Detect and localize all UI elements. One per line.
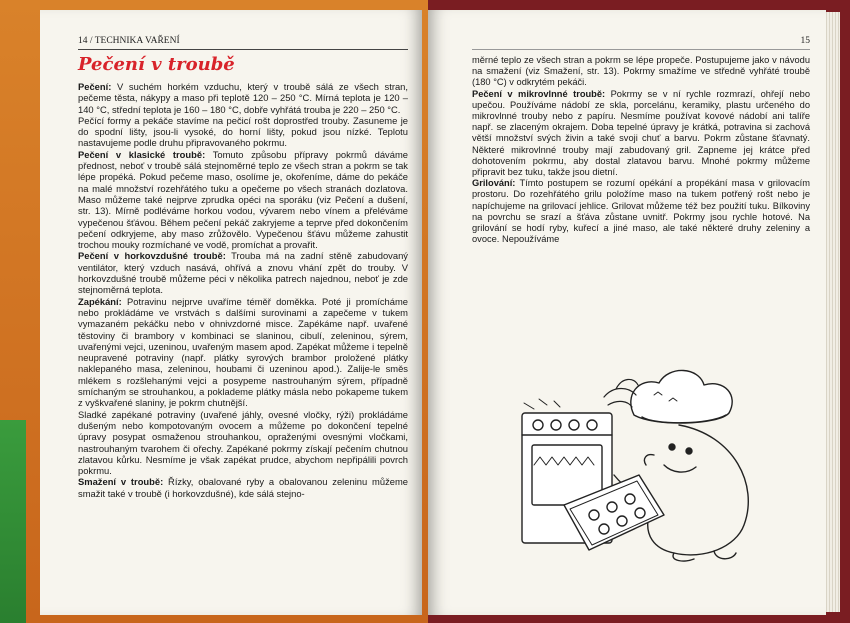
paragraph	[78, 409, 408, 477]
paragraph-text: Tomuto způsobu přípravy pokrmů dáváme přednost, neboť v troubě sálá stejnoměrné teplo ze všech stran a pokrm se tak lépe propéká. Pokud pečeme maso, osolíme je, okořeníme, dáme do pekáče na malé množství rozehřátého tuku a opečeme po všech stranách dozlatova. Maso můžeme také nejprve zprudka opéci na sporáku (viz Pečení a dušení, str. 13). Mírně podléváme horkou vodou, vývarem nebo vínem a přeléváme vypečenou šťávou. Během pečení pekáč zakryjeme a teprve před dokončením pečení odkryjeme, aby maso zrůžovělo. Vypečenou šťávu můžeme zahustit trochou mouky rozmíchané ve vodě, promíchat a provařit.	[78, 148, 408, 251]
paragraph	[472, 178, 810, 245]
paragraph	[78, 296, 408, 409]
paragraph-text: Pečící formy a pekáče stavíme na pečicí rošt doprostřed trouby. Zasuneme je do spodní lišty, jsou-li vysoké, do horní lišty, pokud jsou nízké. Teplotu nastavujeme podle druhu připravovaného pokrmu.	[78, 114, 408, 149]
left-body-text	[78, 81, 408, 499]
section-heading: Grilování:	[472, 178, 516, 189]
paragraph-text: Řízky, obalované ryby a obalovanou zeleninu můžeme smažit také v troubě (i horkovzdušné), kde sálá stejno-	[78, 476, 408, 499]
cover-green-stripe	[0, 420, 26, 623]
right-body-text	[472, 55, 810, 245]
section-heading: Pečení v mikrovlnné troubě:	[472, 88, 606, 99]
left-running-head: 14 / TECHNIKA VAŘENÍ	[78, 36, 408, 50]
paragraph	[78, 476, 408, 499]
paragraph-text: Pokrmy se v ní rychle rozmrazí, ohřejí nebo upečou. Používáme nádobí ze skla, porcelánu, keramiky, plastu určeného do mikrovlnné trouby nebo z papíru. Nesmíme používat kovové nádobí ani talíře např. se zlaceným okrajem. Doba tepelné úpravy je krátká, potravina si zachová větší množství svých živin a také svoji chuť a barvu. Pokrm zůstane šťavnatý. Některé mikrovlnné trouby mají zabudovaný gril. Zapneme jej krátce před dohotovením pokrmu, aby dostal zlatavou barvu. Mnohé pokrmy můžeme připravit bez tuku, takže jsou dietní.	[472, 88, 810, 178]
paragraph-text: Trouba má na zadní stěně zabudovaný ventilátor, který vzduch nasává, ohřívá a znovu vhání zpět do trouby. V horkovzdušné troubě můžeme péci v několika patrech najednou, neboť je zde stejnoměrná teplota.	[78, 250, 408, 296]
paragraph	[78, 81, 408, 115]
oven-chef-cartoon-icon	[504, 355, 784, 565]
paragraph	[472, 89, 810, 179]
page-title: Pečení v troubě	[78, 54, 235, 75]
section-heading: Pečení v klasické troubě:	[78, 148, 206, 160]
right-page	[428, 10, 826, 615]
left-page	[40, 10, 422, 615]
paragraph-text: Sladké zapékané potraviny (uvařené jáhly, ovesné vločky, rýži) prokládáme dušeným nebo kompotovaným ovocem a můžeme po dokončení tepelné úpravy posypat osmaženou strouhankou, opraženými ovesnými vločkami, nastrouhaným tvarohem či ořechy. Zapékané pokrmy získají pečením chutnou zlatavou kůrku. Nesmíme je však zapékat prudce, abychom nepřipálili povrch pokrmu.	[78, 408, 408, 477]
section-heading: Smažení v troubě:	[78, 476, 164, 488]
section-heading: Zapékání:	[78, 295, 122, 307]
paragraph	[78, 149, 408, 251]
paragraph	[472, 55, 810, 89]
paragraph-text: Potravinu nejprve uvaříme téměř doměkka. Poté ji promícháme nebo prokládáme ve vrstvách s dalšími surovinami a zapečeme v tukem vymazaném pekáčku nebo v ohnivzdorné misce. Zapékáme např. uvařené těstoviny či brambory v kombinaci se slaninou, cibulí, zeleninou, sýrem, uvařenými vejci, uzeninou, uvařeným masem apod. Zapékat můžeme i tepelně neupravené potraviny (např. plátky syrových brambor proložené plátky naklepaného masa, zeleninou, houbami či uzeninou apod.). Zalije-le směs mlékem s rozšlehanými vejci a posypeme nastrouhaným sýrem, případně smíchaným se strouhankou, a poklademe plátky másla nebo pokapeme tukem z vyškvařené slaniny, je pokrm chutnější.	[78, 295, 408, 409]
paragraph	[78, 250, 408, 295]
paragraph-text: V suchém horkém vzduchu, který v troubě sálá ze všech stran, pečeme těsta, nákypy a maso při teplotě 120 – 250 °C. Mírná teplota je 120 – 140 °C, střední teplota je 160 – 180 °C, dobře vyhřátá trouba je 220 – 250 °C.	[78, 81, 408, 115]
page-edges	[826, 12, 840, 612]
paragraph-text: měrné teplo ze všech stran a pokrm se lépe propeče. Postupujeme jako v návodu na smažení (viz Smažení, str. 13). Pokrmy smažíme ve středně vyhřáté troubě (180 °C) v odkrytém pekáči.	[472, 55, 810, 88]
section-heading: Pečení v horkovzdušné troubě:	[78, 250, 226, 262]
paragraph	[78, 115, 408, 149]
section-heading: Pečení:	[78, 81, 112, 92]
paragraph-text: Tímto postupem se rozumí opékání a propékání masa v grilovacím prostoru. Do rozehřátého grilu položíme maso na tukem potřený rošt nebo je napíchujeme na grilovací jehlice. Grilovat můžeme též bez použití tuku. Bílkoviny na povrchu se srazí a šťáva zůstane uvnitř. Pokrmy jsou rychle hotové. Na grilování se hodí ryby, kuřecí a jiné maso, ale také některé druhy zeleniny a ovoce. Nepoužíváme	[472, 178, 810, 245]
right-running-head: 15	[472, 36, 810, 50]
